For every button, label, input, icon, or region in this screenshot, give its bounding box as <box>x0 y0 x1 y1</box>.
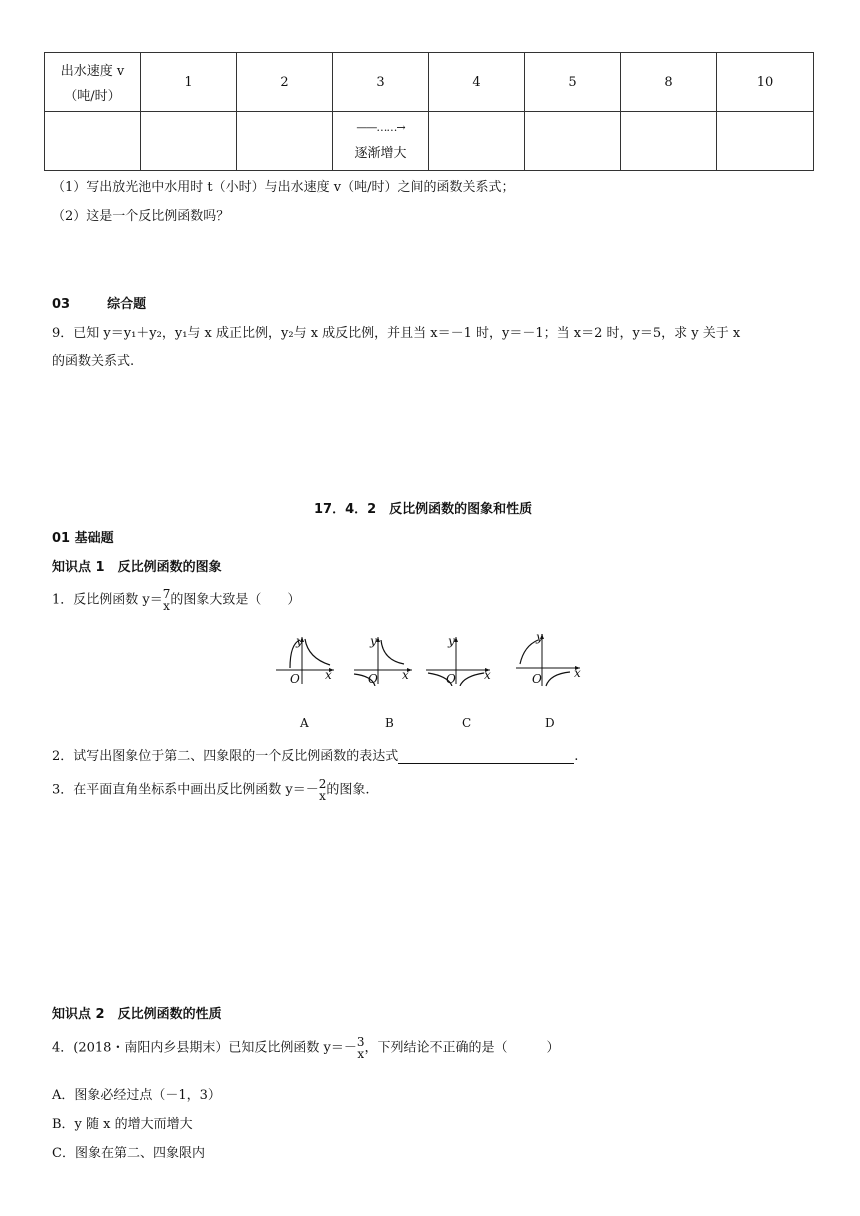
origin-label: O <box>368 672 378 686</box>
q2 <box>52 745 578 764</box>
origin-label: O <box>290 672 300 686</box>
speed-cell: 4 <box>429 53 525 112</box>
header-label-line2: （吨/时） <box>64 89 121 104</box>
fraction-denominator: x <box>319 789 326 803</box>
origin-label: O <box>532 672 542 686</box>
graph-label-a: A <box>300 716 309 730</box>
header-label-line1: 出水速度 v <box>60 64 125 79</box>
axis-y-label: y <box>536 630 543 644</box>
q1-prefix: 1．反比例函数 y＝ <box>52 592 163 608</box>
graph-label-d: D <box>545 716 555 730</box>
axis-y-label: y <box>370 634 377 648</box>
axis-y-label: y <box>296 634 303 648</box>
q9-line1: 9．已知 y＝y₁＋y₂，y₁与 x 成正比例，y₂与 x 成反比例，并且当 x＝－1 时，y＝－1；当 x＝2 时，y＝5，求 y 关于 x <box>52 326 741 341</box>
speed-cell: 5 <box>525 53 621 112</box>
q9-line2: 的函数关系式. <box>52 354 135 369</box>
table-cell <box>525 112 621 171</box>
q1-suffix: 的图象大致是（ ） <box>170 592 301 608</box>
option-c[interactable]: C．图象在第二、四象限内 <box>52 1146 205 1161</box>
axis-x-label: x <box>574 666 581 680</box>
speed-cell: 8 <box>621 53 717 112</box>
table-header-cell <box>45 53 141 112</box>
q3 <box>52 778 370 802</box>
speed-cell: 2 <box>237 53 333 112</box>
axis-y-label: y <box>448 634 455 648</box>
q4-prefix: 4．(2018・南阳内乡县期末）已知反比例函数 y＝－ <box>52 1040 357 1056</box>
table-cell <box>429 112 525 171</box>
q8-part1: （1）写出放光池中水用时 t（小时）与出水速度 v（吨/时）之间的函数关系式； <box>52 180 515 195</box>
origin-label: O <box>446 672 456 686</box>
table-cell <box>621 112 717 171</box>
fraction-denominator: x <box>163 599 170 613</box>
fraction-numerator: 3 <box>356 1035 365 1049</box>
speed-cell: 10 <box>717 53 814 112</box>
increase-label: 逐渐增大 <box>354 146 407 161</box>
q2-text: 2．试写出图象位于第二、四象限的一个反比例函数的表达式 <box>52 749 399 764</box>
q2-end: . <box>574 749 579 764</box>
fraction-numerator: 7 <box>162 587 171 601</box>
section-03 <box>52 293 146 312</box>
fraction-denominator: x <box>357 1047 365 1061</box>
graph-label-b: B <box>385 716 394 730</box>
option-a[interactable]: A．图象必经过点（－1，3） <box>52 1088 221 1103</box>
chapter-title: 17．4．2 反比例函数的图象和性质 <box>314 502 533 517</box>
knowledge-point-2: 知识点 2 反比例函数的性质 <box>52 1007 222 1022</box>
answer-blank[interactable] <box>398 749 574 764</box>
table-cell <box>45 112 141 171</box>
speed-cell: 3 <box>333 53 429 112</box>
q3-prefix: 3．在平面直角坐标系中画出反比例函数 y＝－ <box>52 782 319 798</box>
basic-section: 01 基础题 <box>52 531 114 546</box>
option-b[interactable]: B．y 随 x 的增大而增大 <box>52 1117 193 1132</box>
section-title: 综合题 <box>107 297 147 312</box>
fraction <box>357 1036 365 1060</box>
table-row <box>45 112 814 171</box>
q8-part2: （2）这是一个反比例函数吗？ <box>52 209 230 224</box>
q4-suffix: ，下列结论不正确的是（ ） <box>364 1040 560 1056</box>
table-cell <box>141 112 237 171</box>
table-cell <box>237 112 333 171</box>
q4 <box>52 1036 560 1060</box>
speed-table <box>44 52 814 171</box>
graph-label-c: C <box>462 716 472 730</box>
speed-cell: 1 <box>141 53 237 112</box>
increase-arrow: ——……→ <box>356 121 405 134</box>
table-row <box>45 53 814 112</box>
axis-x-label: x <box>484 668 491 682</box>
q3-suffix: 的图象. <box>326 782 370 798</box>
table-cell <box>333 112 429 171</box>
axis-x-label: x <box>325 668 332 682</box>
q1 <box>52 588 300 612</box>
section-number: 03 <box>52 297 71 312</box>
fraction-numerator: 2 <box>318 777 327 791</box>
knowledge-point-1: 知识点 1 反比例函数的图象 <box>52 560 222 575</box>
axis-x-label: x <box>402 668 409 682</box>
table-cell <box>717 112 814 171</box>
